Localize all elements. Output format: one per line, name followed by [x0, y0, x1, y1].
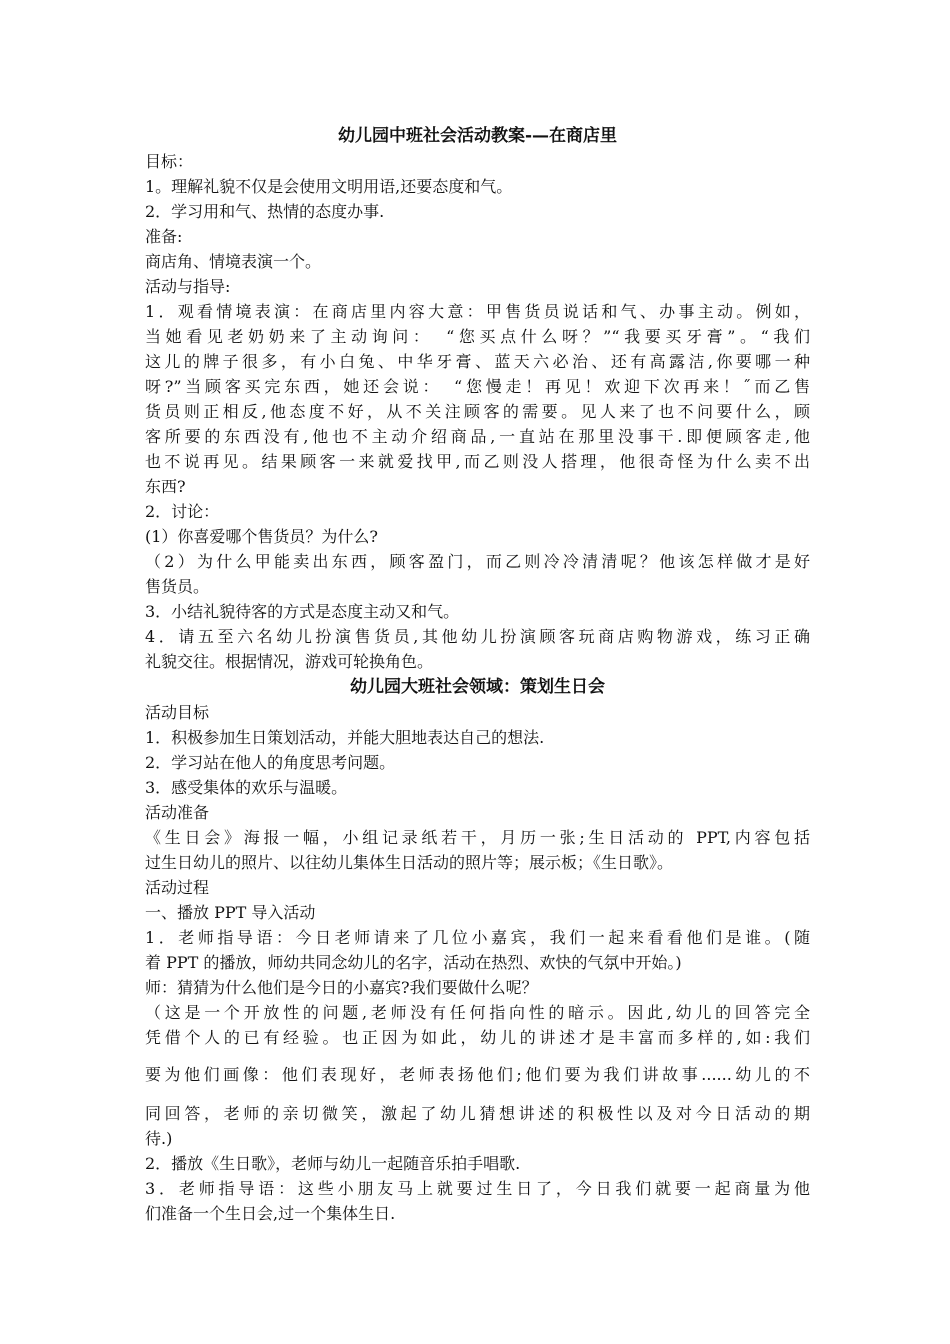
text-line: 商店角、情境表演一个。 — [145, 252, 322, 271]
text-line: 准备: — [145, 227, 183, 246]
text-line: 活动准备 — [145, 803, 210, 822]
paragraph-line: 客所要的东西没有,他也不主动介绍商品,一直站在那里没事干.即便顾客走,他 — [145, 427, 810, 446]
text-line: 一、播放 PPT 导入活动 — [145, 903, 316, 922]
paragraph-line: 也不说再见。结果顾客一来就爱找甲,而乙则没人搭理，他很奇怪为什么卖不出 — [145, 452, 810, 471]
paragraph-line: 东西? — [145, 477, 186, 496]
paragraph-line: 《生日会》海报一幅，小组记录纸若干，月历一张;生日活动的 PPT,内容包括 — [145, 828, 810, 847]
paragraph-line: 1．老师指导语：今日老师请来了几位小嘉宾，我们一起来看看他们是谁。(随 — [145, 928, 810, 947]
paragraph-line: 着 PPT 的播放，师幼共同念幼儿的名字，活动在热烈、欢快的气氛中开始。) — [145, 953, 682, 972]
paragraph-line: 当她看见老奶奶来了主动询问： “您买点什么呀？”“我要买牙膏”。“我们 — [145, 327, 810, 346]
text-line: 2．学习站在他人的角度思考问题。 — [145, 753, 396, 772]
paragraph-line: 售货员。 — [145, 577, 210, 596]
paragraph-line: 们准备一个生日会,过一个集体生日. — [145, 1204, 396, 1223]
paragraph-line: 3．老师指导语：这些小朋友马上就要过生日了，今日我们就要一起商量为他 — [145, 1179, 810, 1198]
text-line: 活动过程 — [145, 878, 210, 897]
paragraph-line: 4．请五至六名幼儿扮演售货员,其他幼儿扮演顾客玩商店购物游戏，练习正确 — [145, 627, 810, 646]
paragraph-line: 凭借个人的已有经验。也正因为如此，幼儿的讲述才是丰富而多样的,如:我们 — [145, 1028, 810, 1047]
paragraph-line: （这是一个开放性的问题,老师没有任何指向性的暗示。因此,幼儿的回答完全 — [145, 1003, 810, 1022]
text-line: 2．播放《生日歌》，老师与幼儿一起随音乐拍手唱歌. — [145, 1154, 521, 1173]
lesson-title-2: 幼儿园大班社会领域：策划生日会 — [350, 677, 605, 697]
text-line: 1。理解礼貌不仅是会使用文明用语,还要态度和气。 — [145, 177, 513, 196]
paragraph-line: 过生日幼儿的照片、以往幼儿集体生日活动的照片等；展示板；《生日歌》。 — [145, 853, 674, 872]
paragraph-line: （2）为什么甲能卖出东西，顾客盈门，而乙则冷冷清清呢？他该怎样做才是好 — [145, 552, 810, 571]
text-line: 2．讨论： — [145, 502, 220, 521]
paragraph-line: 1．观看情境表演：在商店里内容大意：甲售货员说话和气、办事主动。例如， — [145, 302, 810, 321]
lesson-title-1: 幼儿园中班社会活动教案-—在商店里 — [337, 126, 618, 146]
text-line: 活动与指导: — [145, 277, 231, 296]
paragraph-line: 同回答，老师的亲切微笑，激起了幼儿猜想讲述的积极性以及对今日活动的期 — [145, 1104, 810, 1123]
text-line: 2．学习用和气、热情的态度办事. — [145, 202, 385, 221]
text-line: 3．感受集体的欢乐与温暖。 — [145, 778, 348, 797]
text-line: 待.) — [145, 1129, 173, 1148]
paragraph-line: 货员则正相反,他态度不好，从不关注顾客的需要。见人来了也不问要什么，顾 — [145, 402, 810, 421]
document-page — [145, 123, 810, 1226]
text-line: 目标： — [145, 152, 194, 171]
text-line: 3．小结礼貌待客的方式是态度主动又和气。 — [145, 602, 460, 621]
paragraph-line: 这儿的牌子很多，有小白兔、中华牙膏、蓝天六必治、还有高露洁,你要哪一种 — [145, 352, 810, 371]
text-line: 1．积极参加生日策划活动，并能大胆地表达自己的想法. — [145, 728, 545, 747]
paragraph-line: 礼貌交往。根据情况，游戏可轮换角色。 — [145, 652, 434, 671]
paragraph-line: 呀?”当顾客买完东西，她还会说： “您慢走！再见！欢迎下次再来！˝而乙售 — [145, 377, 810, 396]
text-line: 师：猜猜为什么他们是今日的小嘉宾?我们要做什么呢？ — [145, 978, 538, 997]
text-line: 活动目标 — [145, 703, 210, 722]
text-line: (1）你喜爱哪个售货员？为什么? — [145, 527, 379, 546]
paragraph-line: 要为他们画像：他们表现好，老师表扬他们;他们要为我们讲故事......幼儿的不 — [145, 1065, 810, 1084]
